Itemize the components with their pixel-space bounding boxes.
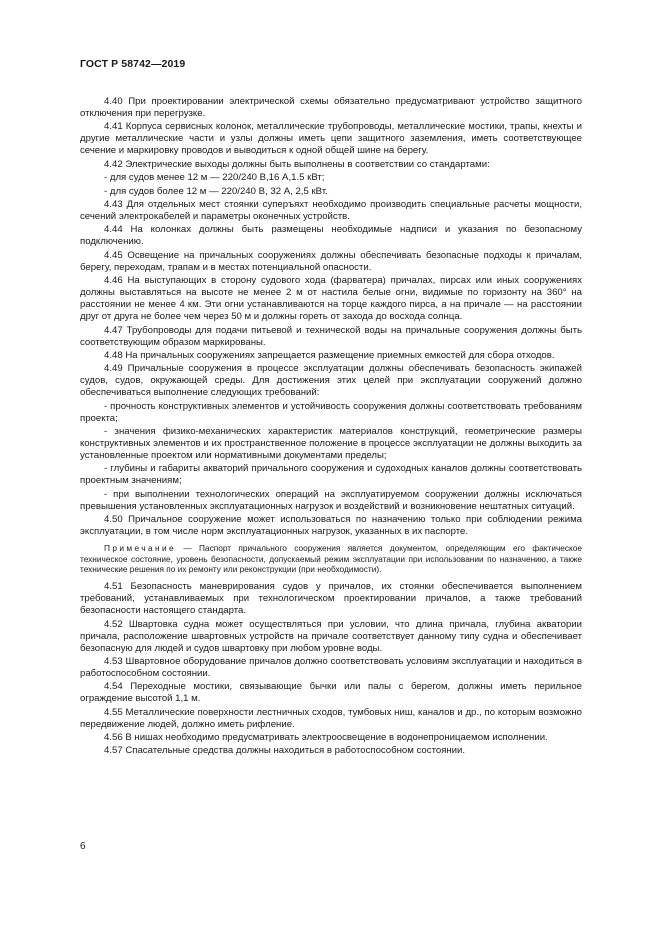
paragraph-4-45: 4.45 Освещение на причальных сооружениях должны обеспечивать безопасные подходы к причалам, берегу, переходам, трапам и в местах потенциальной опасности. bbox=[80, 249, 582, 273]
paragraph-4-46: 4.46 На выступающих в сторону судового хода (фарватера) причалах, пирсах или иных сооружениях должны выставляться на высоте не менее 2 м от настила белые огни, видимые по горизонту на 360° на расстоянии не менее 4 км. Эти огни устанавливаются на торце каждого пирса, а на причале — на расстоянии друг от друга не более чем через 50 м и должны гореть от захода до восхода солнца. bbox=[80, 275, 582, 323]
paragraph-4-47: 4.47 Трубопроводы для подачи питьевой и технической воды на причальные сооружения должны быть соответствующим образом маркированы. bbox=[80, 324, 582, 348]
paragraph-4-49: 4.49 Причальные сооружения в процессе эксплуатации должны обеспечивать безопасность экипажей судов, судов, окружающей среды. Для достижения этих целей при эксплуатации сооружений должно обеспечиваться выполнение следующих требований: bbox=[80, 363, 582, 399]
paragraph-4-48: 4.48 На причальных сооружениях запрещается размещение приемных емкостей для сбора отходов. bbox=[104, 349, 555, 361]
list-item: - при выполнении технологических операций на эксплуатируемом сооружении должны исключаться превышения установленных эксплуатационных нагрузок и воздействий и возникновение нештатных ситуаций. bbox=[80, 488, 582, 512]
paragraph-4-52: 4.52 Швартовка судна может осуществляться при условии, что длина причала, глубина акватории причала, расположение швартовных устройств на причале соответствует данному типу судна и обеспечивает безопасную для людей и судов швартовку при любом уровне воды. bbox=[80, 618, 582, 654]
paragraph-4-43: 4.43 Для отдельных мест стоянки суперъяхт необходимо производить специальные расчеты мощности, сечений электрокабелей и параметры оконечных устройств. bbox=[80, 198, 582, 222]
list-item: - для судов менее 12 м — 220/240 В,16 А,1.5 кВт; bbox=[104, 172, 325, 184]
paragraph-4-55: 4.55 Металлические поверхности лестничных сходов, тумбовых ниш, каналов и др., по которым возможно передвижение людей, должно иметь рифление. bbox=[80, 706, 582, 730]
list-item: - значения физико-механических характеристик материалов конструкций, геометрические размеры конструктивных элементов и их пространственное положение в процессе эксплуатации не должны выходить за установленные проектом или нормативными документами пределы; bbox=[80, 426, 582, 462]
paragraph-4-44: 4.44 На колонках должны быть размещены необходимые надписи и указания по безопасному подключению. bbox=[80, 224, 582, 248]
note-text: — Паспорт причального сооружения является документом, определяющим его фактическое техническое состояние, уровень безопасности, допускаемый режим эксплуатации при использовании по назначению, а также технические решения по их ремонту или реконструкции (при необходимости). bbox=[80, 543, 582, 574]
paragraph-4-40: 4.40 При проектировании электрической схемы обязательно предусматривают устройство защитного отключения при перегрузке. bbox=[80, 96, 582, 119]
paragraph-4-57: 4.57 Спасательные средства должны находиться в работоспособном состоянии. bbox=[104, 745, 466, 757]
note bbox=[80, 543, 582, 574]
list-item: - глубины и габариты акваторий причального сооружения и судоходных каналов должны соответствовать проектным значениям; bbox=[80, 463, 582, 487]
document-code: ГОСТ Р 58742—2019 bbox=[80, 58, 186, 70]
note-label: Примечание bbox=[104, 543, 177, 554]
paragraph-4-54: 4.54 Переходные мостики, связывающие бычки или палы с берегом, должны иметь перильное ограждение высотой 1,1 м. bbox=[80, 681, 582, 705]
paragraph-4-53: 4.53 Швартовное оборудование причалов должно соответствовать условиям эксплуатации и находиться в работоспособном состоянии. bbox=[80, 655, 582, 679]
document-body bbox=[80, 96, 582, 759]
paragraph-4-56: 4.56 В нишах необходимо предусматривать электроосвещение в водонепроницаемом исполнении. bbox=[104, 732, 548, 744]
paragraph-4-51: 4.51 Безопасность маневрирования судов у причалов, их стоянки обеспечивается выполнением требований, устанавливаемых при технологическом проектировании причалов, а также требований безопасности настоящего стандарта. bbox=[80, 581, 582, 617]
paragraph-4-50: 4.50 Причальное сооружение может использоваться по назначению только при соблюдении режима эксплуатации, в том числе норм эксплуатационных нагрузок, указанных в их паспорте. bbox=[80, 514, 582, 538]
list-item: - прочность конструктивных элементов и устойчивость сооружения должны соответствовать требованиям проекта; bbox=[80, 400, 582, 424]
list-item: - для судов более 12 м — 220/240 В, 32 А, 2,5 кВт. bbox=[104, 185, 328, 197]
paragraph-4-42: 4.42 Электрические выходы должны быть выполнены в соответствии со стандартами: bbox=[104, 158, 490, 170]
page-header bbox=[80, 58, 185, 70]
page-number: 6 bbox=[80, 841, 86, 852]
paragraph-4-41: 4.41 Корпуса сервисных колонок, металлические трубопроводы, металлические мостики, трапы, кнехты и другие металлические части и узлы должны иметь цепи защитного заземления, иметь соответствующее сечение и маркировку проводов и выводиться к одной общей шине на берегу. bbox=[80, 121, 582, 157]
